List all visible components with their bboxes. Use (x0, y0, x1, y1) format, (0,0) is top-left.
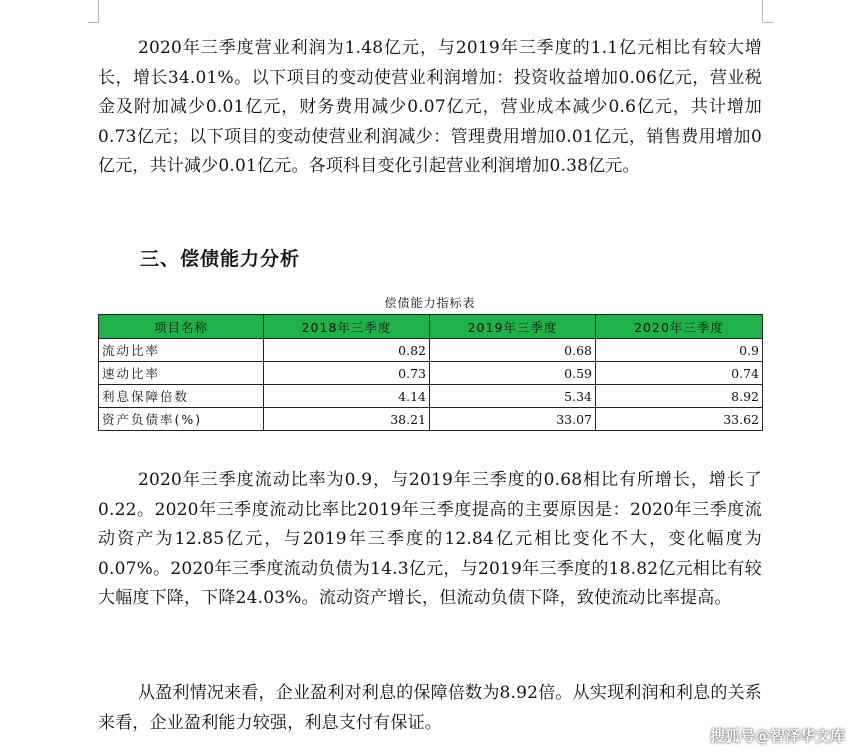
column-header-2019q3: 2019年三季度 (430, 315, 596, 339)
cell-value: 33.62 (596, 408, 763, 431)
table-row (99, 339, 763, 362)
cell-value: 0.68 (430, 339, 596, 362)
margin-corner-left (88, 0, 99, 23)
row-label: 流动比率 (99, 339, 264, 362)
paragraph-operating-profit: 2020年三季度营业利润为1.48亿元，与2019年三季度的1.1亿元相比有较大增长，增长34.01%。以下项目的变动使营业利润增加：投资收益增加0.06亿元，营业税金及附加减少0.01亿元，财务费用减少0.07亿元，营业成本减少0.6亿元，共计增加0.73亿元；以下项目的变动使营业利润减少：管理费用增加0.01亿元，销售费用增加0亿元，共计减少0.01亿元。各项科目变化引起营业利润增加0.38亿元。 (98, 38, 762, 176)
cell-value: 0.82 (264, 339, 430, 362)
section-heading: 三、偿债能力分析 (140, 248, 301, 270)
cell-value: 0.74 (596, 362, 763, 385)
table-row (99, 385, 763, 408)
column-header-2018q3: 2018年三季度 (264, 315, 430, 339)
cell-value: 0.9 (596, 339, 763, 362)
paragraph-current-ratio: 2020年三季度流动比率为0.9，与2019年三季度的0.68相比有所增长，增长了0.22。2020年三季度流动比率比2019年三季度提高的主要原因是：2020年三季度流动资产为12.85亿元，与2019年三季度的12.84亿元相比变化不大，变化幅度为0.07%。2020年三季度流动负债为14.3亿元，与2019年三季度的18.82亿元相比有较大幅度下降，下降24.03%。流动资产增长，但流动负债下降，致使流动比率提高。 (98, 470, 762, 608)
cell-value: 0.73 (264, 362, 430, 385)
paragraph-interest-coverage: 从盈利情况来看，企业盈利对利息的保障倍数为8.92倍。从实现利润和利息的关系来看，企业盈利能力较强，利息支付有保证。 (98, 683, 762, 733)
watermark-text: 搜狐号@智泽华文库 (709, 727, 845, 745)
table-row (99, 362, 763, 385)
cell-value: 33.07 (430, 408, 596, 431)
row-label: 利息保障倍数 (99, 385, 264, 408)
table-header-row (99, 315, 763, 339)
margin-corner-right (762, 0, 773, 23)
column-header-item: 项目名称 (99, 315, 264, 339)
solvency-indicator-table (98, 314, 763, 431)
cell-value: 0.59 (430, 362, 596, 385)
cell-value: 8.92 (596, 385, 763, 408)
cell-value: 38.21 (264, 408, 430, 431)
cell-value: 4.14 (264, 385, 430, 408)
table-row (99, 408, 763, 431)
row-label: 速动比率 (99, 362, 264, 385)
column-header-2020q3: 2020年三季度 (596, 315, 763, 339)
table-caption: 偿债能力指标表 (384, 296, 476, 310)
cell-value: 5.34 (430, 385, 596, 408)
row-label: 资产负债率(%) (99, 408, 264, 431)
